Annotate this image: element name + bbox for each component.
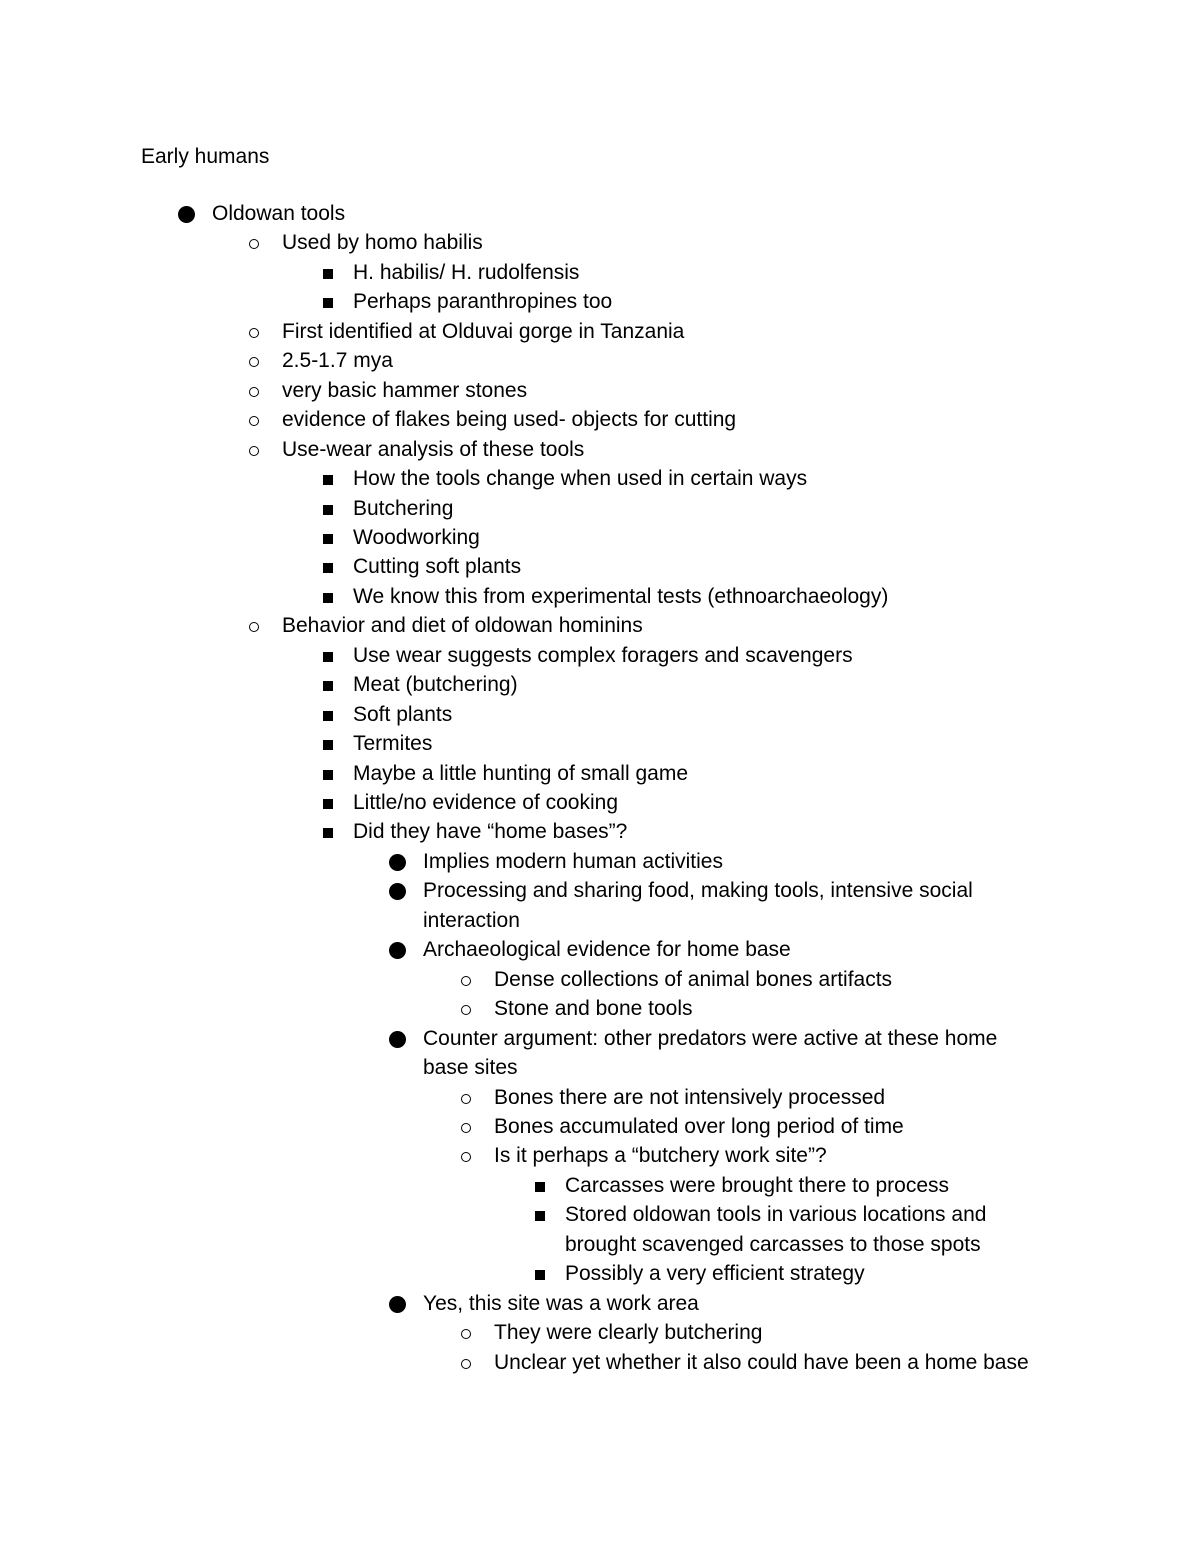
outline-item-text: Woodworking	[353, 526, 480, 549]
square-bullet-icon	[323, 799, 333, 809]
outline-item-text: Soft plants	[353, 703, 453, 726]
outline-item-text: Possibly a very efficient strategy	[565, 1262, 865, 1285]
outline-item-text: Unclear yet whether it also could have been a home base	[494, 1351, 1029, 1374]
outline-item-text: base sites	[423, 1056, 518, 1079]
outline-item-text: Stored oldowan tools in various locations and	[565, 1203, 987, 1226]
outline-item-text: very basic hammer stones	[282, 379, 528, 402]
outline-item-level-2	[0, 259, 1200, 287]
square-bullet-icon	[323, 269, 333, 279]
outline-item-text: 2.5-1.7 mya	[282, 349, 393, 372]
square-bullet-icon	[323, 711, 333, 721]
outline-item-level-5	[0, 1201, 1200, 1229]
hollow-circle-bullet-icon	[461, 1359, 471, 1369]
square-bullet-icon	[323, 534, 333, 544]
outline-item-text: Maybe a little hunting of small game	[353, 762, 689, 785]
hollow-circle-bullet-icon	[249, 387, 259, 397]
hollow-circle-bullet-icon	[461, 976, 471, 986]
outline-item-level-2	[0, 583, 1200, 611]
square-bullet-icon	[323, 652, 333, 662]
outline-item-text: Cutting soft plants	[353, 555, 522, 578]
hollow-circle-bullet-icon	[461, 1094, 471, 1104]
outline-item-level-4	[0, 1349, 1200, 1377]
square-bullet-icon	[323, 563, 333, 573]
outline-item-level-4	[0, 995, 1200, 1023]
filled-circle-bullet-icon	[389, 1031, 406, 1048]
outline-item-level-1	[0, 318, 1200, 346]
filled-circle-bullet-icon	[389, 1296, 406, 1313]
outline-item-text: How the tools change when used in certain ways	[353, 467, 808, 490]
square-bullet-icon	[323, 740, 333, 750]
outline-item-text: Behavior and diet of oldowan hominins	[282, 614, 643, 637]
outline-item-level-2	[0, 671, 1200, 699]
outline-item-level-2	[0, 642, 1200, 670]
hollow-circle-bullet-icon	[249, 416, 259, 426]
hollow-circle-bullet-icon	[461, 1329, 471, 1339]
square-bullet-icon	[535, 1270, 545, 1280]
hollow-circle-bullet-icon	[249, 357, 259, 367]
outline-item-level-3	[0, 1290, 1200, 1318]
outline-item-text: Perhaps paranthropines too	[353, 290, 613, 313]
square-bullet-icon	[323, 593, 333, 603]
outline-item-level-2	[0, 789, 1200, 817]
square-bullet-icon	[535, 1182, 545, 1192]
outline-item-level-1	[0, 347, 1200, 375]
outline-item-level-3	[0, 1025, 1200, 1053]
outline-item-text: They were clearly butchering	[494, 1321, 763, 1344]
outline-item-text: interaction	[423, 909, 520, 932]
outline-item-text: H. habilis/ H. rudolfensis	[353, 261, 580, 284]
square-bullet-icon	[323, 298, 333, 308]
outline-item-level-2	[0, 760, 1200, 788]
filled-circle-bullet-icon	[389, 883, 406, 900]
outline-item-text: Use-wear analysis of these tools	[282, 438, 585, 461]
outline-item-text: evidence of flakes being used- objects for cutting	[282, 408, 737, 431]
outline-item-level-2	[0, 818, 1200, 846]
outline-item-level-0	[0, 200, 1200, 228]
outline-item-level-3	[0, 848, 1200, 876]
outline-item-text: Implies modern human activities	[423, 850, 723, 873]
outline-item-level-4	[0, 1142, 1200, 1170]
square-bullet-icon	[323, 505, 333, 515]
outline-item-level-1	[0, 436, 1200, 464]
outline-item-level-2	[0, 495, 1200, 523]
outline-item-text: Processing and sharing food, making tools, intensive social	[423, 879, 973, 902]
outline-item-level-1	[0, 377, 1200, 405]
hollow-circle-bullet-icon	[249, 239, 259, 249]
outline-item-level-2	[0, 701, 1200, 729]
document-title: Early humans	[141, 145, 270, 168]
hollow-circle-bullet-icon	[461, 1005, 471, 1015]
outline-item-text: Used by homo habilis	[282, 231, 483, 254]
outline-item-level-1	[0, 612, 1200, 640]
outline-item-level-3	[0, 907, 1200, 935]
hollow-circle-bullet-icon	[249, 446, 259, 456]
outline-item-text: Oldowan tools	[212, 202, 346, 225]
outline-item-text: Termites	[353, 732, 433, 755]
filled-circle-bullet-icon	[389, 942, 406, 959]
outline-item-level-1	[0, 229, 1200, 257]
outline-item-text: Use wear suggests complex foragers and scavengers	[353, 644, 853, 667]
outline-item-text: Bones there are not intensively processed	[494, 1086, 886, 1109]
outline-item-text: Little/no evidence of cooking	[353, 791, 619, 814]
outline-item-text: Counter argument: other predators were active at these home	[423, 1027, 998, 1050]
outline-item-level-5	[0, 1172, 1200, 1200]
outline-item-text: First identified at Olduvai gorge in Tanzania	[282, 320, 685, 343]
outline-item-level-2	[0, 465, 1200, 493]
outline-item-level-2	[0, 524, 1200, 552]
outline-item-text: We know this from experimental tests (ethnoarchaeology)	[353, 585, 889, 608]
outline-item-level-5	[0, 1260, 1200, 1288]
outline-item-level-3	[0, 1054, 1200, 1082]
outline-item-level-5	[0, 1231, 1200, 1259]
outline-item-text: Yes, this site was a work area	[423, 1292, 699, 1315]
outline-item-text: Carcasses were brought there to process	[565, 1174, 950, 1197]
outline-item-text: Bones accumulated over long period of time	[494, 1115, 904, 1138]
outline-item-level-2	[0, 730, 1200, 758]
outline-item-text: Is it perhaps a “butchery work site”?	[494, 1144, 827, 1167]
outline-item-level-3	[0, 936, 1200, 964]
outline-item-level-2	[0, 288, 1200, 316]
outline-item-level-1	[0, 406, 1200, 434]
filled-circle-bullet-icon	[389, 854, 406, 871]
square-bullet-icon	[323, 681, 333, 691]
outline-item-text: brought scavenged carcasses to those spots	[565, 1233, 981, 1256]
outline-item-text: Dense collections of animal bones artifacts	[494, 968, 893, 991]
outline-item-text: Meat (butchering)	[353, 673, 518, 696]
square-bullet-icon	[535, 1211, 545, 1221]
outline-item-text: Butchering	[353, 497, 454, 520]
square-bullet-icon	[323, 770, 333, 780]
hollow-circle-bullet-icon	[461, 1152, 471, 1162]
outline-item-level-4	[0, 1084, 1200, 1112]
hollow-circle-bullet-icon	[249, 328, 259, 338]
square-bullet-icon	[323, 828, 333, 838]
outline-item-text: Stone and bone tools	[494, 997, 693, 1020]
square-bullet-icon	[323, 475, 333, 485]
outline-item-level-4	[0, 1319, 1200, 1347]
outline-item-level-2	[0, 553, 1200, 581]
hollow-circle-bullet-icon	[249, 622, 259, 632]
hollow-circle-bullet-icon	[461, 1123, 471, 1133]
outline-item-level-3	[0, 877, 1200, 905]
outline-item-text: Archaeological evidence for home base	[423, 938, 791, 961]
filled-circle-bullet-icon	[178, 206, 195, 223]
outline-item-text: Did they have “home bases”?	[353, 820, 628, 843]
outline-item-level-4	[0, 966, 1200, 994]
outline-item-level-4	[0, 1113, 1200, 1141]
